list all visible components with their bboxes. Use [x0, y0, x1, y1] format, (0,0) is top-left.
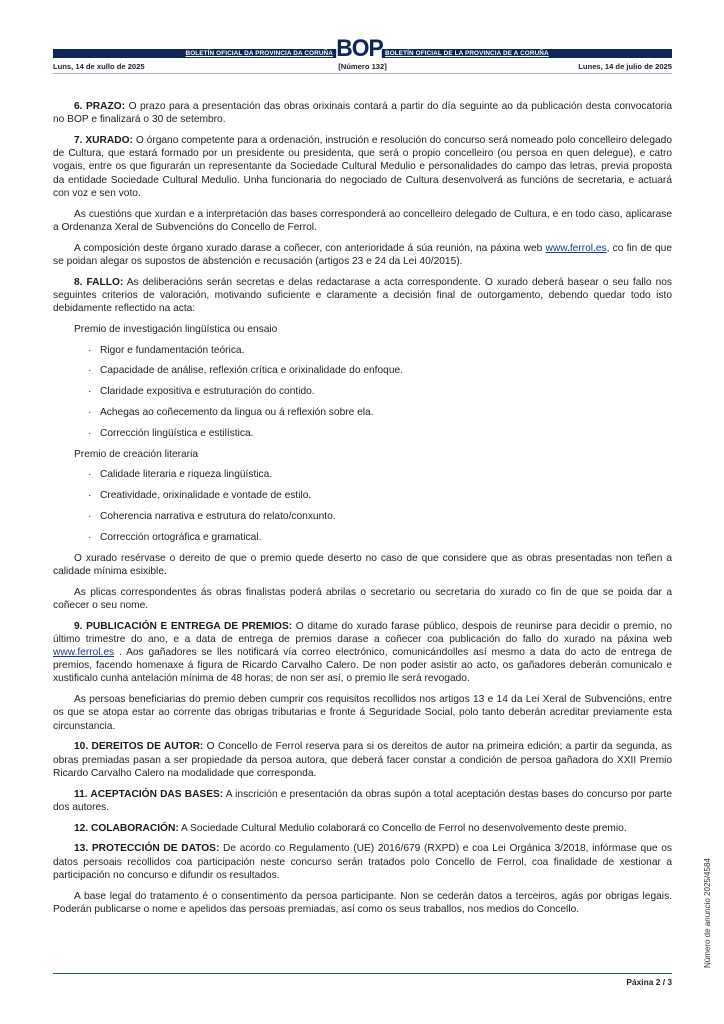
section-text: . Aos gañadores se lles notificará vía correo electrónico, comunicándolles así mesmo a data do acto de entrega de premios, facendo homenaxe á figura de Ricardo Carvalho Calero. De non poder asistir ao acto, os gañadores deberán comunicalo e xustificalo cunha antelación mínima de 48 horas; de non ser así, o premio lle será revogado.: [53, 646, 672, 685]
section-title: 13. PROTECCIÓN DE DATOS:: [74, 843, 220, 855]
section-title: 6. PRAZO:: [74, 101, 126, 112]
list-item: [53, 385, 672, 398]
list-item: [53, 510, 672, 523]
date-spanish: Lunes, 14 de julio de 2025: [578, 62, 672, 71]
bullet-icon: ·: [88, 531, 92, 543]
footer-divider: [53, 973, 672, 974]
list-item-text: Claridade expositiva e estruturación do contido.: [100, 386, 315, 398]
section-10-dereitos: [53, 740, 672, 780]
bullet-icon: ·: [88, 386, 92, 398]
list-item: [53, 427, 672, 440]
criteria-list-literary: [53, 468, 672, 544]
section-title: 10. DEREITOS DE AUTOR:: [74, 741, 204, 753]
bullet-icon: ·: [88, 469, 92, 481]
criteria-group-title: Premio de creación literaria: [74, 448, 199, 460]
criteria-list-investigation: [53, 344, 672, 440]
ferrol-website-link[interactable]: www.ferrol.es: [545, 242, 607, 254]
list-item: [53, 406, 672, 419]
section-8-fallo: [53, 276, 672, 316]
list-item-text: Capacidade de análise, reflexión crítica e orixinalidade do enfoque.: [100, 365, 403, 377]
list-item-text: Creatividade, orixinalidade e vontade de estilo.: [100, 490, 312, 502]
bullet-icon: ·: [88, 365, 92, 377]
document-body: [53, 100, 672, 924]
section-title: 7. XURADO:: [74, 135, 133, 146]
section-text: O Concello de Ferrol reserva para si os dereitos de autor na primeira edición; a partir da segunda, as obras premiadas pasan a ser propiedade da persoa autora, que deberá facer constar a condición de persoa gañadora do XXII Premio Ricardo Carvalho Calero na modalidade que corresponda.: [53, 741, 672, 779]
section-text: De acordo co Regulamento (UE) 2016/679 (RXPD) e coa Lei Orgánica 3/2018, infórmase que os datos persoais recollidos coa participación neste concurso serán tratados polo Concello de Ferrol, coa finalidade de xestionar a participación no concurso e difundir os resultados.: [53, 843, 672, 881]
issue-number: [Número 132]: [338, 62, 387, 71]
bulletin-title-galician: BOLETÍN OFICIAL DA PROVINCIA DA CORUÑA: [185, 50, 333, 57]
list-item-text: Corrección lingüística e estilística.: [100, 427, 254, 439]
list-item: [53, 489, 672, 502]
section-text: As deliberacións serán secretas e delas redactarase a acta correspondente. O xurado deberá basear o seu fallo nos seguintes criterios de valoración, motivando suficiente e claramente a decisión final de outorgamento, debendo quedar todo isto debidamente reflectido na acta:: [53, 276, 673, 315]
page-number: Páxina 2 / 3: [626, 977, 672, 987]
bullet-icon: ·: [88, 344, 92, 356]
section-title: 12. COLABORACIÓN:: [74, 822, 179, 834]
announcement-number: Número de anuncio 2025/4584: [703, 858, 712, 968]
section-12-colaboracion: [53, 822, 672, 835]
list-item-text: Rigor e fundamentación teórica.: [100, 344, 245, 356]
section-text: O prazo para a presentación das obras orixinais contará a partir do día seguinte ao da publicación desta convocatoria no BOP e finalizará o 30 de setembro.: [53, 101, 672, 126]
paragraph: As plicas correspondentes ás obras finalistas poderá abrilas o secretario ou secretaria do xurado co fin de que se poida dar a coñecer o seu nome.: [53, 586, 672, 611]
paragraph: A base legal do tratamento é o consentimento da persoa participante. Non se cederán datos a terceiros, agás por obrigas legais. Poderán publicarse o nome e apelidos das persoas premiadas, así como os seus traballos, nos medios do Concello.: [53, 890, 672, 915]
section-9-publicacion: [53, 620, 672, 686]
paragraph: As cuestións que xurdan e a interpretación das bases corresponderá ao concelleiro delegado de Cultura, e en todo caso, aplicarase a Ordenanza Xeral de Subvencións do Concello de Ferrol.: [53, 208, 672, 233]
section-text: A Sociedade Cultural Medulio colaborará co Concello de Ferrol no desenvolvemento deste premio.: [178, 822, 627, 834]
section-6-prazo: [53, 100, 672, 126]
section-title: 8. FALLO:: [74, 276, 124, 288]
ferrol-website-link[interactable]: www.ferrol.es: [53, 646, 115, 658]
date-galician: Luns, 14 de xullo de 2025: [53, 62, 145, 71]
paragraph: O xurado resérvase o dereito de que o premio quede deserto no caso de que considere que as obras presentadas non teñen a calidade mínima esixible.: [53, 552, 672, 577]
bulletin-header: [53, 35, 672, 74]
section-7-xurado: [53, 134, 672, 200]
list-item: [53, 364, 672, 377]
bulletin-title-spanish: BOLETÍN OFICIAL DE LA PROVINCIA DE A CORUÑA: [385, 50, 549, 57]
list-item: [53, 531, 672, 544]
paragraph: As persoas beneficiarias do premio deben cumprir cos requisitos recollidos nos artigos 13 e 14 da Lei Xeral de Subvencións, entre os que se atopa estar ao corrente das obrigas tributarias e fronte á Seguridade Social, polo tanto deberán acreditar previamente esta circunstancia.: [53, 694, 672, 732]
dateline: [53, 60, 672, 74]
header-band: [53, 35, 672, 62]
paragraph: [53, 242, 672, 268]
section-title: 11. ACEPTACIÓN DAS BASES:: [74, 788, 224, 800]
list-item-text: Achegas ao coñecemento da lingua ou á reflexión sobre ela.: [100, 407, 374, 418]
list-item: [53, 468, 672, 481]
section-11-aceptacion: [53, 788, 672, 814]
paragraph-text: , co fin de que se poidan alegar os supostos de abstención e recusación (artigos 23 e 24 da Lei 40/2015).: [53, 242, 672, 267]
paragraph-text: A composición deste órgano xurado darase a coñecer, con anterioridade á súa reunión, na páxina web: [74, 242, 546, 254]
section-13-proteccion: [53, 842, 672, 882]
bullet-icon: ·: [88, 427, 92, 439]
section-text: A inscrición e presentación da obras supón a total aceptación destas bases do concurso por parte dos autores.: [53, 788, 672, 813]
criteria-group-title: Premio de investigación lingüística ou ensaio: [74, 323, 278, 335]
section-text: O ditame do xurado farase público, despois de reunirse para decidir o premio, no último trimestre do ano, e a data de entrega de premios darase a coñecer coa publicación do fallo do xurado na páxina web: [53, 620, 673, 645]
bullet-icon: ·: [88, 407, 92, 418]
list-item: [53, 344, 672, 357]
bullet-icon: ·: [88, 510, 92, 522]
bullet-icon: ·: [88, 490, 92, 502]
list-item-text: Calidade literaria e riqueza lingüística.: [100, 469, 273, 481]
bop-logo: BOP: [336, 35, 383, 62]
list-item-text: Coherencia narrativa e estrutura do relato/conxunto.: [100, 510, 336, 522]
section-text: O órgano competente para a ordenación, instrución e resolución do concurso será nomeado polo concelleiro delegado de Cultura, que estará formado por un presidente ou presidenta, que será o propio concelleiro (ou persoa en quen delegue), e catro vogais, entre os que figurarán un representante da Sociedade Cultural Medulio e personalidades do campo das letras, previa proposta da entidade Sociedade Cultural Medulio. Unha funcionaria do negociado de Cultura desenvolverá as funcións de secretaria, e actuará con voz e sen voto.: [53, 135, 672, 199]
list-item-text: Corrección ortográfica e gramatical.: [100, 531, 262, 543]
section-title: 9. PUBLICACIÓN E ENTREGA DE PREMIOS:: [74, 620, 293, 632]
